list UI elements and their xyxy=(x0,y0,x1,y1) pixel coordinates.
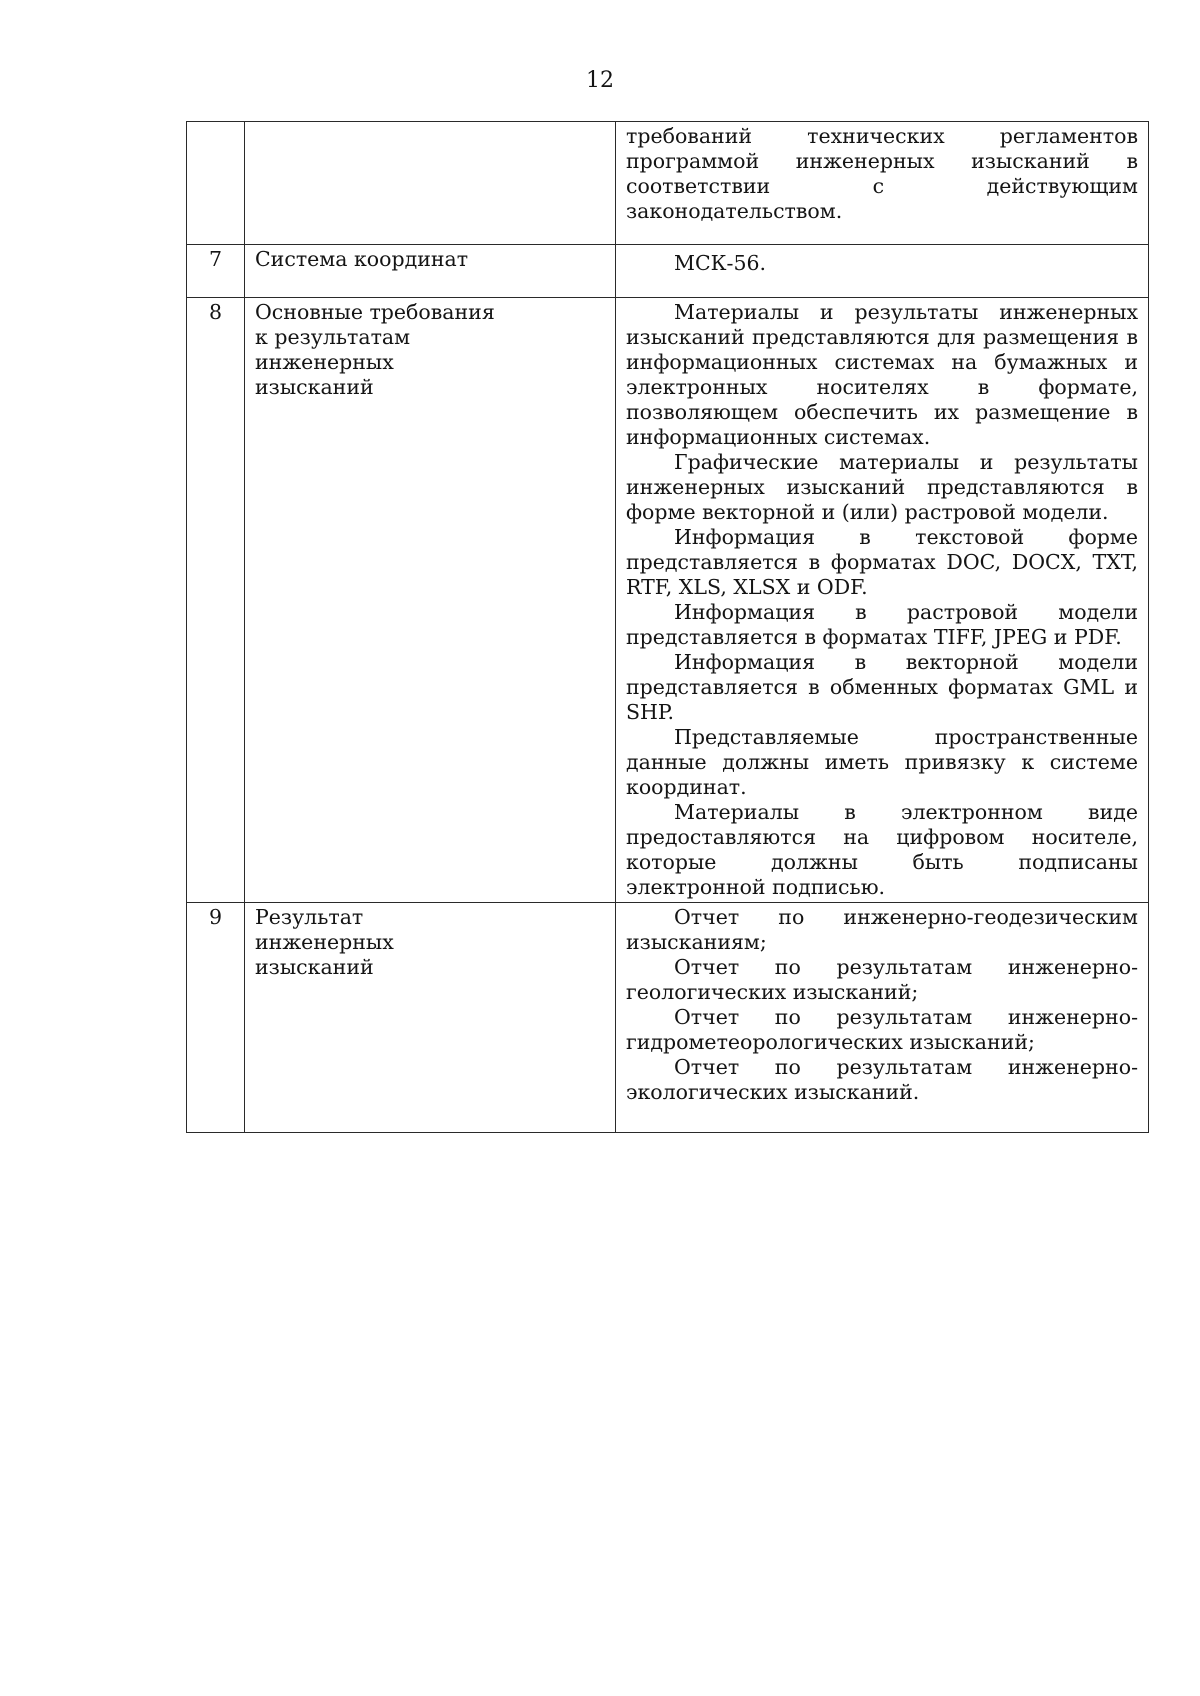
table-row-8 xyxy=(187,298,1149,903)
row-value-cell xyxy=(616,245,1149,298)
row-name-cell xyxy=(245,903,616,1133)
row-name-text: Результат инженерных изысканий xyxy=(255,905,394,979)
value-paragraph: Графические материалы и результаты инженерных изысканий представляются в форме векторной и (или) растровой модели. xyxy=(626,450,1138,524)
value-paragraph: Информация в текстовой форме представляется в форматах DOC, DOCX, TXT, RTF, XLS, XLSX и ODF. xyxy=(626,525,1138,599)
value-paragraph: Информация в растровой модели представляется в форматах TIFF, JPEG и PDF. xyxy=(626,600,1138,649)
table-row-7 xyxy=(187,245,1149,298)
row-name-cell xyxy=(245,122,616,245)
row-name-cell xyxy=(245,298,616,903)
row-value-cell xyxy=(616,298,1149,903)
row-number-cell: 9 xyxy=(187,903,245,1133)
value-paragraph: Материалы в электронном виде предоставляются на цифровом носителе, которые должны быть подписаны электронной подписью. xyxy=(626,800,1138,899)
value-paragraph: МСК-56. xyxy=(674,251,767,275)
value-paragraph: Информация в векторной модели представляется в обменных форматах GML и SHP. xyxy=(626,650,1138,724)
value-paragraph: Представляемые пространственные данные должны иметь привязку к системе координат. xyxy=(626,725,1138,799)
row-name-text: Основные требования к результатам инженерных изысканий xyxy=(255,300,495,399)
row-number-cell xyxy=(187,122,245,245)
table-row-9 xyxy=(187,903,1149,1133)
row-value-cell xyxy=(616,122,1149,245)
value-paragraph: Отчет по инженерно-геодезическим изысканиям; xyxy=(626,905,1138,954)
value-paragraph: Отчет по результатам инженерно-геологических изысканий; xyxy=(626,955,1138,1004)
row-number-cell: 7 xyxy=(187,245,245,298)
value-paragraph: Материалы и результаты инженерных изысканий представляются для размещения в информационных системах на бумажных и электронных носителях в формате, позволяющем обеспечить их размещение в информационных системах. xyxy=(626,300,1138,449)
value-paragraph: Отчет по результатам инженерно-гидрометеорологических изысканий; xyxy=(626,1005,1138,1054)
table-row-continuation xyxy=(187,122,1149,245)
value-paragraph: требований технических регламентов программой инженерных изысканий в соответствии с действующим законодательством. xyxy=(626,124,1138,223)
row-value-cell xyxy=(616,903,1149,1133)
row-number-cell: 8 xyxy=(187,298,245,903)
requirements-table xyxy=(186,121,1149,1133)
row-name-cell: Система координат xyxy=(245,245,616,298)
value-paragraph: Отчет по результатам инженерно-экологических изысканий. xyxy=(626,1055,1138,1104)
page-number: 12 xyxy=(586,68,614,93)
